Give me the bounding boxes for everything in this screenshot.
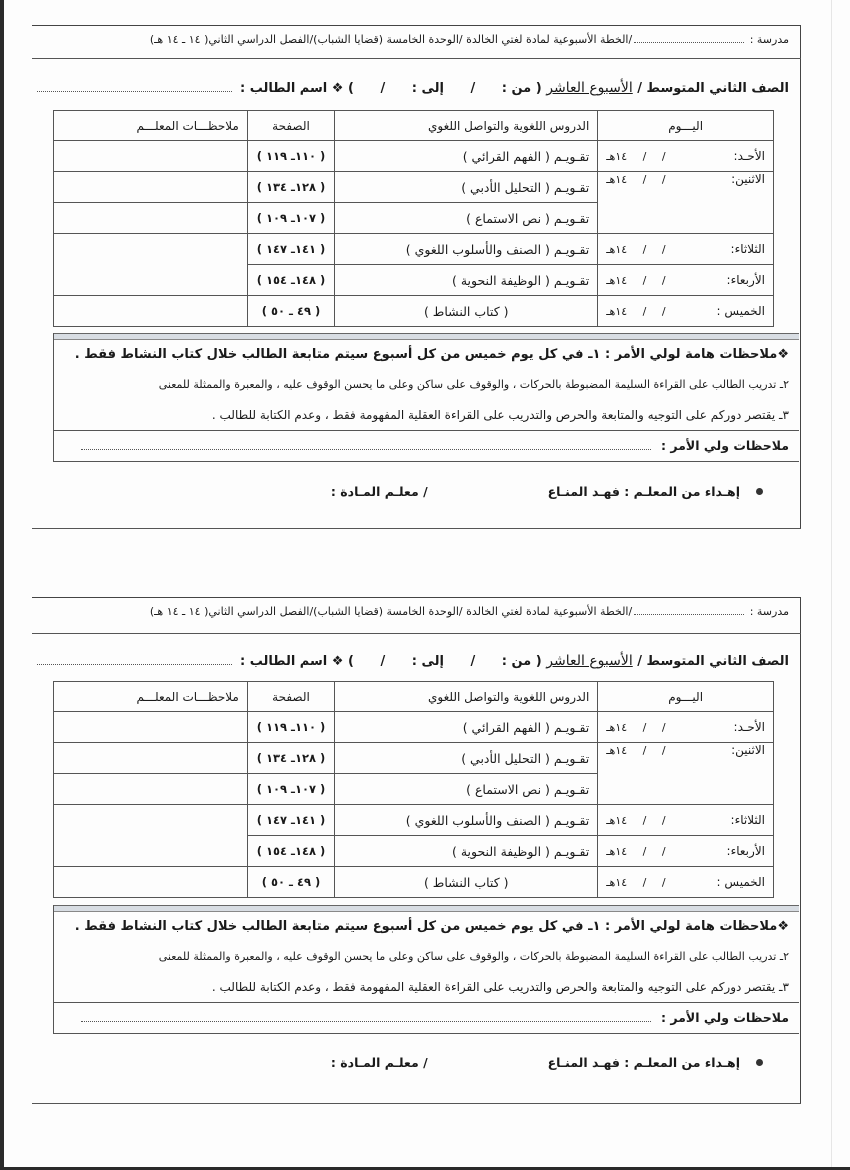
teacher-notes-cell[interactable] — [54, 141, 248, 172]
plan-header-line — [36, 605, 789, 618]
lesson-cell: تقـويـم ( التحليل الأدبي ) — [335, 172, 598, 203]
close-paren: ) — [347, 654, 354, 669]
lessons-table — [53, 110, 774, 327]
parent-comments-blank[interactable] — [81, 441, 651, 450]
from-date-slash: / — [470, 654, 476, 669]
student-name-blank[interactable] — [37, 83, 232, 92]
student-name-blank[interactable] — [37, 656, 232, 665]
pages-cell: ( ١٢٨ـ ١٣٤ ) — [247, 172, 334, 203]
header-rule — [32, 633, 801, 634]
pages-cell: ( ١٠٧ـ ١٠٩ ) — [247, 774, 334, 805]
to-date-slash: / — [380, 81, 386, 96]
teacher-gift-text: إهـداء من المعلـم : فهـد المنـاع — [547, 484, 740, 499]
table-row — [54, 867, 774, 898]
day-name: الأربعاء: — [726, 273, 765, 287]
day-name: الخميس : — [716, 304, 765, 318]
class-week-line — [32, 80, 789, 96]
day-cell — [598, 265, 774, 296]
parent-notes-box — [53, 333, 799, 462]
frame-top-border — [32, 25, 801, 26]
to-label: إلى : — [411, 81, 444, 96]
teacher-notes-cell[interactable] — [54, 712, 248, 743]
frame-bottom-border — [32, 1103, 801, 1104]
table-row — [54, 805, 774, 836]
day-date: / / ١٤هـ — [606, 813, 666, 827]
day-name: الاثنين: — [731, 172, 765, 186]
day-name: الأحـد: — [733, 720, 765, 734]
day-date: / / ١٤هـ — [606, 172, 666, 186]
grade-label: الصف الثاني المتوسط / — [637, 654, 789, 669]
signature-line — [331, 484, 763, 499]
lesson-cell: تقـويـم ( الوظيفة النحوية ) — [335, 265, 598, 296]
frame-bottom-border — [32, 528, 801, 529]
pages-cell: ( ١١٠ـ ١١٩ ) — [247, 712, 334, 743]
pages-cell: ( ١٤٨ـ ١٥٤ ) — [247, 265, 334, 296]
day-date: / / ١٤هـ — [606, 720, 666, 734]
table-header-row — [54, 111, 774, 141]
table-row — [54, 296, 774, 327]
notes-separator-band — [54, 333, 799, 340]
lesson-cell: تقـويـم ( نص الاستماع ) — [335, 774, 598, 805]
pages-cell: ( ٤٩ ـ ٥٠ ) — [247, 296, 334, 327]
from-label: ( من : — [501, 81, 542, 96]
day-cell — [598, 867, 774, 898]
pages-cell: ( ١٤١ـ ١٤٧ ) — [247, 234, 334, 265]
parent-note-1: ❖ملاحظات هامة لولي الأمر : ١ـ في كل يوم خميس من كل أسبوع سيتم متابعة الطالب خلال كتاب النشاط فقط . — [74, 347, 789, 362]
subject-teacher-label: / معلـم المـادة : — [330, 1055, 428, 1070]
table-row — [54, 172, 774, 203]
col-header-lesson: الدروس اللغوية والتواصل اللغوي — [335, 111, 598, 141]
day-name: الخميس : — [716, 875, 765, 889]
table-header-row — [54, 682, 774, 712]
week-label: الأسبوع العاشر — [546, 653, 633, 669]
plan-header-line — [36, 33, 789, 46]
to-date-slash: / — [380, 654, 386, 669]
close-paren: ) — [347, 81, 354, 96]
pages-cell: ( ٤٩ ـ ٥٠ ) — [247, 867, 334, 898]
frame-right-border — [800, 25, 801, 528]
day-date: / / ١٤هـ — [606, 875, 666, 889]
day-name: الأحـد: — [733, 149, 765, 163]
parent-note-2: ٢ـ تدريب الطالب على القراءة السليمة المضبوطة بالحركات ، والوقوف على ساكن وعلى ما يحسن الوقوف عليه ، والمعبرة والممثلة للمعنى — [158, 378, 789, 391]
school-label: مدرسة : — [749, 605, 789, 618]
lesson-cell: ( كتاب النشاط ) — [335, 296, 598, 327]
col-header-lesson: الدروس اللغوية والتواصل اللغوي — [335, 682, 598, 712]
school-label: مدرسة : — [749, 33, 789, 46]
lessons-table — [53, 681, 774, 898]
lesson-cell: تقـويـم ( الفهم القرائي ) — [335, 141, 598, 172]
col-header-teacher-notes: ملاحظـــات المعلـــم — [54, 111, 248, 141]
teacher-notes-cell[interactable] — [54, 805, 248, 867]
lesson-cell: تقـويـم ( التحليل الأدبي ) — [335, 743, 598, 774]
col-header-page: الصفحة — [247, 111, 334, 141]
week-label: الأسبوع العاشر — [546, 80, 633, 96]
teacher-notes-cell[interactable] — [54, 867, 248, 898]
col-header-day: اليـــوم — [598, 682, 774, 712]
day-date: / / ١٤هـ — [606, 743, 666, 757]
day-name: الثلاثاء: — [730, 813, 765, 827]
day-cell — [598, 172, 774, 234]
header-rule — [32, 58, 801, 59]
pages-cell: ( ١٠٧ـ ١٠٩ ) — [247, 203, 334, 234]
parent-comments-label: ملاحظات ولي الأمر : — [661, 438, 789, 453]
school-name-blank[interactable] — [634, 606, 744, 615]
day-cell — [598, 234, 774, 265]
parent-note-3: ٣ـ يقتصر دوركم على التوجيه والمتابعة والحرص والتدريب على القراءة العقلية المفهومة فقط ، وعدم الكتابة للطالب . — [211, 408, 789, 422]
teacher-notes-cell[interactable] — [54, 296, 248, 327]
day-date: / / ١٤هـ — [606, 273, 666, 287]
plan-title: /الخطة الأسبوعية لمادة لغتي الخالدة /الوحدة الخامسة (قضايا الشباب)/الفصل الدراسي الثاني( ١٤ ـ ١٤ هـ) — [149, 605, 633, 618]
school-name-blank[interactable] — [634, 34, 744, 43]
pages-cell: ( ١٤٨ـ ١٥٤ ) — [247, 836, 334, 867]
parent-comments-row — [54, 430, 799, 462]
day-date: / / ١٤هـ — [606, 242, 666, 256]
day-cell — [598, 141, 774, 172]
parent-comments-blank[interactable] — [81, 1013, 651, 1022]
lesson-cell: تقـويـم ( الصنف والأسلوب اللغوي ) — [335, 805, 598, 836]
bullet-icon — [756, 488, 763, 495]
teacher-notes-cell[interactable] — [54, 203, 248, 234]
day-cell — [598, 836, 774, 867]
parent-note-1: ❖ملاحظات هامة لولي الأمر : ١ـ في كل يوم خميس من كل أسبوع سيتم متابعة الطالب خلال كتاب النشاط فقط . — [74, 919, 789, 934]
teacher-notes-cell[interactable] — [54, 774, 248, 805]
frame-right-border — [800, 597, 801, 1103]
pages-cell: ( ١٢٨ـ ١٣٤ ) — [247, 743, 334, 774]
table-row — [54, 743, 774, 774]
subject-teacher-label: / معلـم المـادة : — [330, 484, 428, 499]
day-cell — [598, 712, 774, 743]
notes-separator-band — [54, 905, 799, 912]
student-name-label: ❖ اسم الطالب : — [240, 654, 344, 669]
teacher-notes-cell[interactable] — [54, 743, 248, 774]
weekly-plan-sheet-2 — [32, 597, 801, 1107]
lesson-cell: تقـويـم ( نص الاستماع ) — [335, 203, 598, 234]
pages-cell: ( ١١٠ـ ١١٩ ) — [247, 141, 334, 172]
day-cell — [598, 743, 774, 805]
class-week-line — [32, 653, 789, 669]
scan-edge-right — [831, 0, 832, 1170]
to-label: إلى : — [411, 654, 444, 669]
day-date: / / ١٤هـ — [606, 844, 666, 858]
bullet-icon — [756, 1059, 763, 1066]
day-name: الأربعاء: — [726, 844, 765, 858]
day-date: / / ١٤هـ — [606, 304, 666, 318]
from-date-slash: / — [470, 81, 476, 96]
day-name: الثلاثاء: — [730, 242, 765, 256]
frame-top-border — [32, 597, 801, 598]
grade-label: الصف الثاني المتوسط / — [637, 81, 789, 96]
parent-note-2: ٢ـ تدريب الطالب على القراءة السليمة المضبوطة بالحركات ، والوقوف على ساكن وعلى ما يحسن الوقوف عليه ، والمعبرة والممثلة للمعنى — [158, 950, 789, 963]
day-name: الاثنين: — [731, 743, 765, 757]
teacher-notes-cell[interactable] — [54, 234, 248, 296]
lesson-cell: ( كتاب النشاط ) — [335, 867, 598, 898]
signature-line — [331, 1055, 763, 1070]
table-row — [54, 141, 774, 172]
parent-notes-box — [53, 905, 799, 1034]
day-cell — [598, 805, 774, 836]
pages-cell: ( ١٤١ـ ١٤٧ ) — [247, 805, 334, 836]
from-label: ( من : — [501, 654, 542, 669]
plan-title: /الخطة الأسبوعية لمادة لغتي الخالدة /الوحدة الخامسة (قضايا الشباب)/الفصل الدراسي الثاني( ١٤ ـ ١٤ هـ) — [149, 33, 633, 46]
table-row — [54, 234, 774, 265]
col-header-day: اليـــوم — [598, 111, 774, 141]
scan-edge-left — [0, 0, 4, 1170]
teacher-gift-text: إهـداء من المعلـم : فهـد المنـاع — [547, 1055, 740, 1070]
lesson-cell: تقـويـم ( الفهم القرائي ) — [335, 712, 598, 743]
col-header-page: الصفحة — [247, 682, 334, 712]
parent-note-3: ٣ـ يقتصر دوركم على التوجيه والمتابعة والحرص والتدريب على القراءة العقلية المفهومة فقط ، وعدم الكتابة للطالب . — [211, 980, 789, 994]
teacher-notes-cell[interactable] — [54, 172, 248, 203]
day-cell — [598, 296, 774, 327]
parent-comments-label: ملاحظات ولي الأمر : — [661, 1010, 789, 1025]
student-name-label: ❖ اسم الطالب : — [240, 81, 344, 96]
weekly-plan-sheet-1 — [32, 25, 801, 530]
table-row — [54, 712, 774, 743]
lesson-cell: تقـويـم ( الوظيفة النحوية ) — [335, 836, 598, 867]
day-date: / / ١٤هـ — [606, 149, 666, 163]
col-header-teacher-notes: ملاحظـــات المعلـــم — [54, 682, 248, 712]
parent-comments-row — [54, 1002, 799, 1034]
lesson-cell: تقـويـم ( الصنف والأسلوب اللغوي ) — [335, 234, 598, 265]
